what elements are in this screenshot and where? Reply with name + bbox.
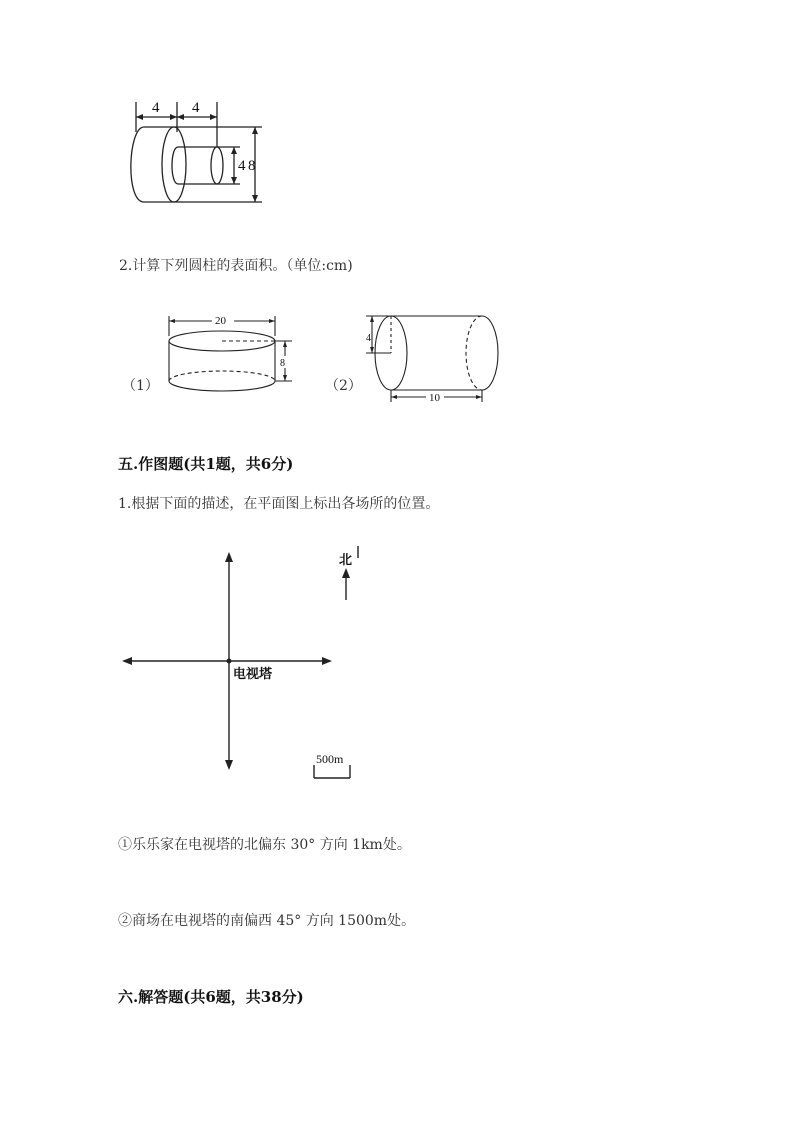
stepped-cylinder-figure — [110, 92, 280, 217]
figure-1-label: （1） — [122, 378, 159, 394]
section-5-question-1: 1.根据下面的描述，在平面图上标出各场所的位置。 — [118, 496, 440, 512]
tv-tower-label: 电视塔 — [233, 666, 273, 681]
dim-label-left: 4 — [152, 100, 160, 116]
section-5-heading: 五.作图题(共1题，共6分) — [118, 455, 294, 473]
cylinder-figure-1 — [160, 308, 300, 403]
scale-label: 500m — [316, 752, 344, 766]
section-6-heading: 六.解答题(共6题，共38分) — [118, 988, 304, 1006]
dim-label-inner: 4 — [238, 158, 246, 174]
north-label: 北 — [339, 552, 353, 567]
cylinder-figure-2 — [360, 308, 510, 408]
item-2-text: ②商场在电视塔的南偏西 45° 方向 1500m处。 — [118, 913, 416, 929]
fig2-diameter-label: 4 — [366, 333, 371, 344]
item-1-text: ①乐乐家在电视塔的北偏东 30° 方向 1km处。 — [118, 837, 411, 853]
position-map — [110, 540, 370, 790]
fig1-diameter-label: 20 — [215, 315, 226, 327]
dim-label-outer: 8 — [248, 158, 256, 174]
question-2-text: 2.计算下列圆柱的表面积。（单位:cm) — [119, 258, 353, 274]
fig1-height-label: 8 — [280, 358, 285, 369]
dim-label-right: 4 — [192, 100, 200, 116]
fig2-length-label: 10 — [429, 392, 440, 404]
figure-2-label: （2） — [325, 378, 362, 394]
